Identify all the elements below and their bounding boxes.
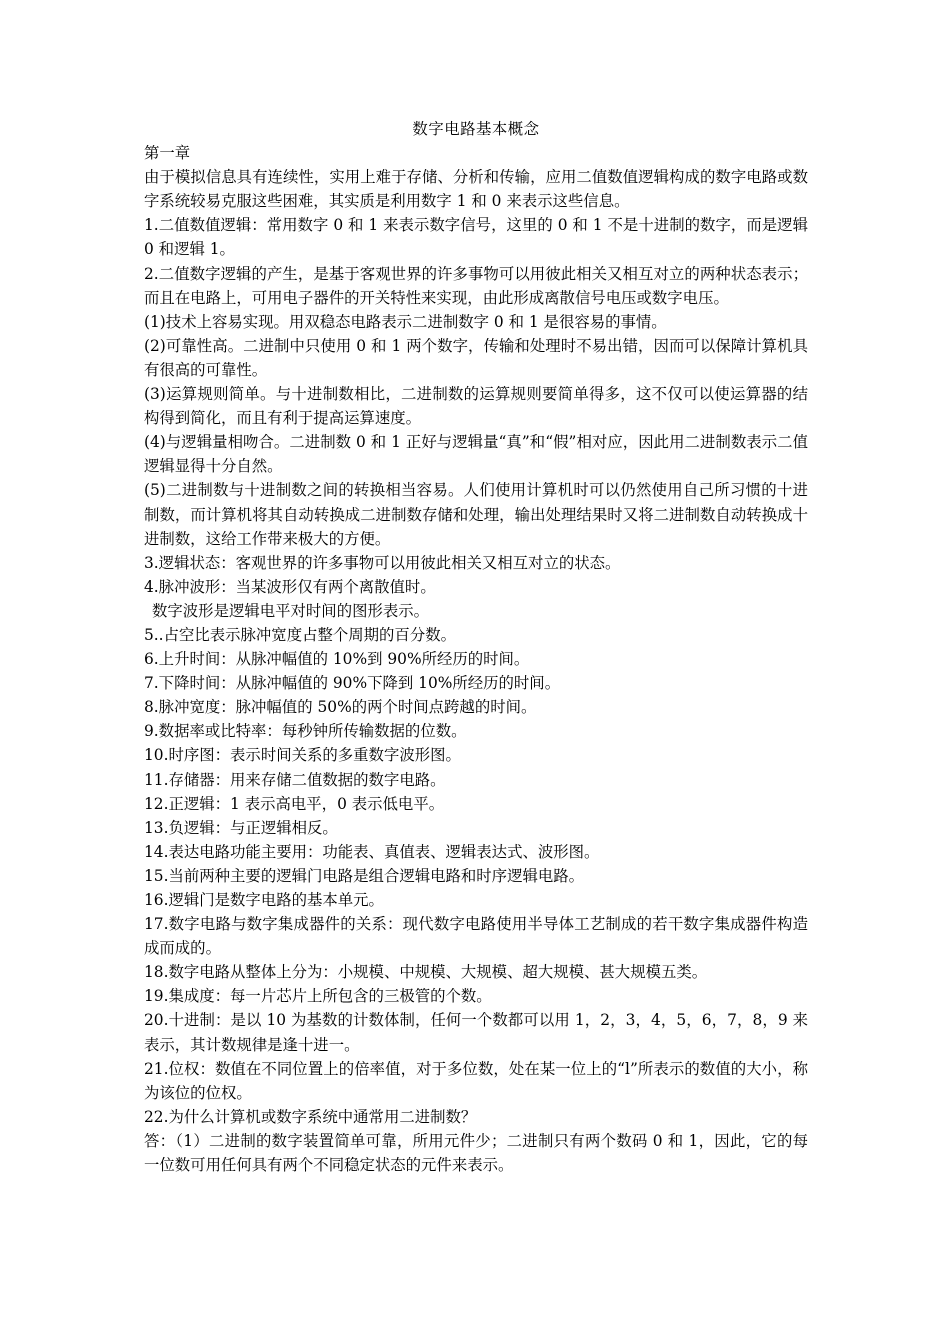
answer-paragraph: 答：（1）二进制的数字装置简单可靠，所用元件少；二进制只有两个数码 0 和 1，因此，它的每一位数可用任何具有两个不同稳定状态的元件来表示。 [144,1131,808,1175]
paragraph: 8.脉冲宽度：脉冲幅值的 50%的两个时间点跨越的时间。 [144,698,537,717]
paragraph: 9.数据率或比特率：每秒钟所传输数据的位数。 [144,722,467,741]
document-title: 数字电路基本概念 [412,120,540,138]
document-body [144,117,808,1177]
paragraph: 3.逻辑状态：客观世界的许多事物可以用彼此相关又相互对立的状态。 [144,553,621,572]
paragraph: 19.集成度：每一片芯片上所包含的三极管的个数。 [144,987,492,1006]
paragraph: 由于模拟信息具有连续性，实用上难于存储、分析和传输，应用二值数值逻辑构成的数字电路或数字系统较易克服这些困难，其实质是利用数字 1 和 0 来表示这些信息。 [144,168,808,211]
paragraph: 1.二值数值逻辑：常用数字 0 和 1 来表示数字信号，这里的 0 和 1 不是十进制的数字，而是逻辑 0 和逻辑 1。 [144,216,808,259]
paragraph: (4)与逻辑量相吻合。二进制数 0 和 1 正好与逻辑量“真”和“假”相对应，因此用二进制数表示二值逻辑显得十分自然。 [144,433,808,476]
paragraph: 4.脉冲波形：当某波形仅有两个离散值时。 [144,577,436,596]
paragraph: 6.上升时间：从脉冲幅值的 10%到 90%所经历的时间。 [144,650,530,669]
paragraph: (3)运算规则简单。与十进制数相比，二进制数的运算规则要简单得多，这不仅可以使运算器的结构得到简化，而且有利于提高运算速度。 [144,385,808,428]
question-heading: 22.为什么计算机或数字系统中通常用二进制数？ [144,1107,477,1126]
paragraph: (5)二进制数与十进制数之间的转换相当容易。人们使用计算机时可以仍然使用自己所习惯的十进制数，而计算机将其自动转换成二进制数存储和处理，输出处理结果时又将二进制数自动转换成十进制数，这给工作带来极大的方便。 [144,481,808,548]
paragraph: 12.正逻辑：1 表示高电平，0 表示低电平。 [144,794,445,813]
paragraph: 14.表达电路功能主要用：功能表、真值表、逻辑表达式、波形图。 [144,842,600,861]
paragraph: 5..占空比表示脉冲宽度占整个周期的百分数。 [144,625,456,644]
chapter-heading: 第一章 [144,144,191,163]
paragraph: 数字波形是逻辑电平对时间的图形表示。 [152,601,430,620]
paragraph: 7.下降时间：从脉冲幅值的 90%下降到 10%所经历的时间。 [144,674,561,693]
paragraph: 2.二值数字逻辑的产生，是基于客观世界的许多事物可以用彼此相关又相互对立的两种状态表示；而且在电路上，可用电子器件的开关特性来实现，由此形成离散信号电压或数字电压。 [144,264,808,307]
paragraph: 16.逻辑门是数字电路的基本单元。 [144,891,384,909]
paragraph: 20.十进制：是以 10 为基数的计数体制，任何一个数都可以用 1，2，3，4，5，6，7，8，9 来表示，其计数规律是逢十进一。 [144,1011,808,1054]
paragraph: 15.当前两种主要的逻辑门电路是组合逻辑电路和时序逻辑电路。 [144,866,585,885]
paragraph: 10.时序图：表示时间关系的多重数字波形图。 [144,746,461,765]
paragraph: 17.数字电路与数字集成器件的关系：现代数字电路使用半导体工艺制成的若干数字集成器件构造成而成的。 [144,915,808,958]
paragraph: 21.位权：数值在不同位置上的倍率值，对于多位数，处在某一位上的“l”所表示的数值的大小，称为该位的位权。 [144,1059,808,1102]
paragraph: (1)技术上容易实现。用双稳态电路表示二进制数字 0 和 1 是很容易的事情。 [144,312,667,331]
paragraph: 13.负逻辑：与正逻辑相反。 [144,818,338,837]
paragraph: 18.数字电路从整体上分为：小规模、中规模、大规模、超大规模、甚大规模五类。 [144,963,708,982]
paragraph: (2)可靠性高。二进制中只使用 0 和 1 两个数字，传输和处理时不易出错，因而可以保障计算机具有很高的可靠性。 [144,336,808,379]
paragraph: 11.存储器：用来存储二值数据的数字电路。 [144,770,446,789]
